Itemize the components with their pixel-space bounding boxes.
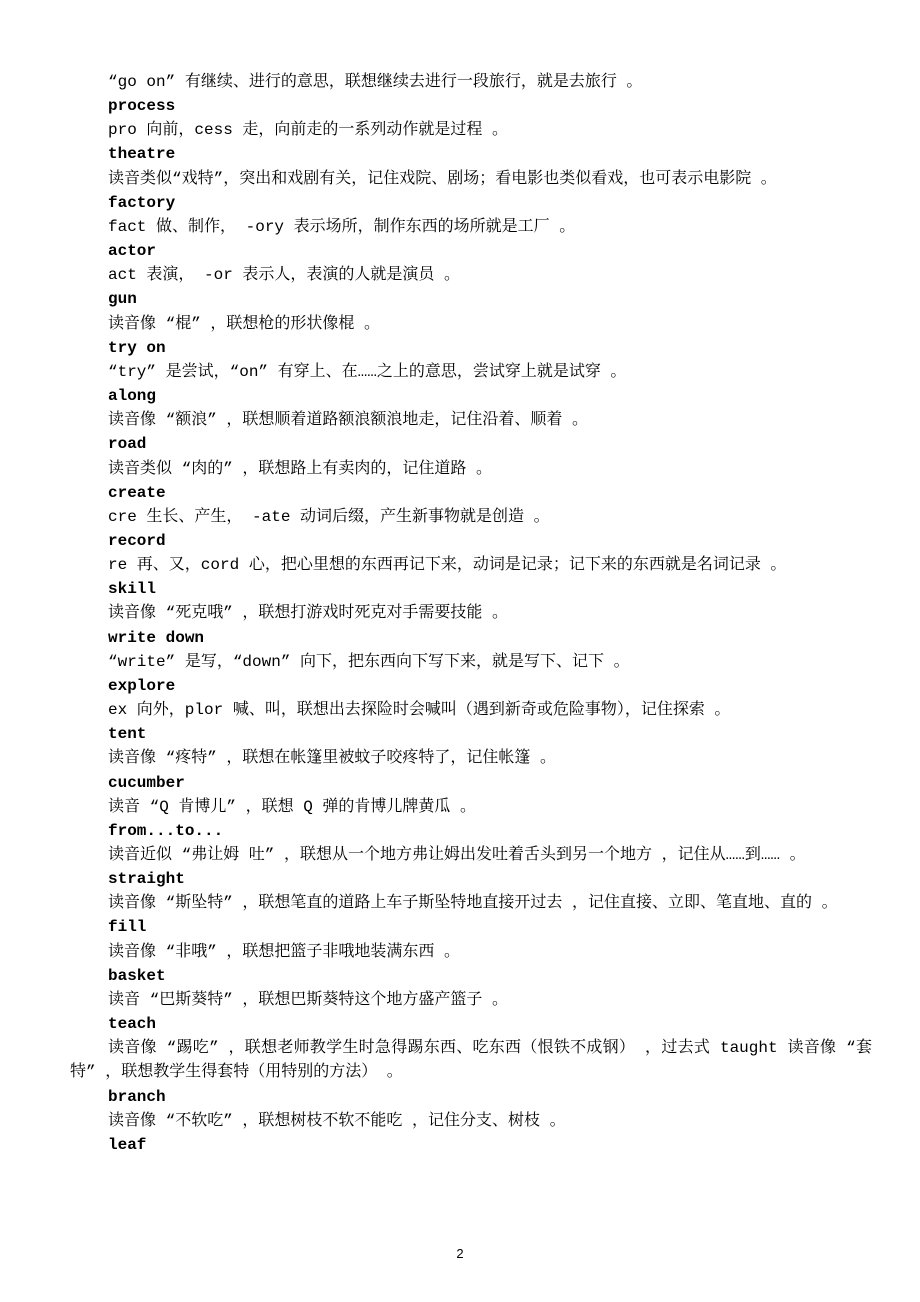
vocab-explanation: 读音像 “不软吃” ，联想树枝不软不能吃 ，记住分支、树枝 。 — [108, 1111, 566, 1130]
vocab-explanation: 读音 “巴斯葵特” ，联想巴斯葵特这个地方盛产篮子 。 — [108, 990, 509, 1009]
vocab-explanation: 读音类似 “肉的” ，联想路上有卖肉的，记住道路 。 — [108, 459, 493, 478]
vocab-word: basket — [108, 966, 166, 985]
vocab-explanation: 读音像 “斯坠特” ，联想笔直的道路上车子斯坠特地直接开过去 ，记住直接、立即、笔直地、直的 。 — [108, 894, 838, 913]
vocab-explanation: 读音像 “死克哦” ，联想打游戏时死克对手需要技能 。 — [108, 604, 509, 623]
vocab-explanation: 读音近似 “弗让姆 吐” ，联想从一个地方弗让姆出发吐着舌头到另一个地方 ，记住从……到…… 。 — [108, 846, 806, 864]
vocab-word: teach — [108, 1015, 157, 1034]
vocab-word: factory — [108, 193, 176, 212]
vocab-word: road — [108, 435, 147, 454]
vocab-explanation: 读音像 “非哦” ，联想把篮子非哦地装满东西 。 — [108, 942, 461, 961]
vocab-word: process — [108, 97, 176, 116]
vocab-word: straight — [108, 870, 185, 889]
vocab-explanation: pro 向前，cess 走，向前走的一系列动作就是过程 。 — [108, 121, 509, 140]
vocab-explanation: 读音像 “额浪” ，联想顺着道路额浪额浪地走，记住沿着、顺着 。 — [108, 411, 589, 430]
vocab-word: from...to... — [108, 821, 224, 840]
vocab-word: skill — [108, 580, 157, 599]
vocab-word: gun — [108, 290, 137, 309]
vocab-explanation: 读音 “Q 肯博儿” ，联想 Q 弹的肯博儿牌黄瓜 。 — [108, 797, 477, 816]
vocab-explanation: “write” 是写，“down” 向下，把东西向下写下来，就是写下、记下 。 — [108, 652, 630, 671]
vocab-word: leaf — [108, 1135, 147, 1154]
vocab-explanation: fact 做、制作， -ory 表示场所，制作东西的场所就是工厂 。 — [108, 217, 576, 236]
vocab-word: theatre — [108, 145, 176, 164]
vocab-explanation: re 再、又，cord 心，把心里想的东西再记下来，动词是记录；记下来的东西就是名词记录 。 — [108, 556, 787, 575]
vocab-explanation: 读音像 “疼特” ，联想在帐篷里被蚊子咬疼特了，记住帐篷 。 — [108, 749, 557, 768]
vocab-explanation: cre 生长、产生， -ate 动词后缀，产生新事物就是创造 。 — [108, 507, 550, 526]
vocab-word: try on — [108, 338, 166, 357]
vocab-explanation: “try” 是尝试，“on” 有穿上、在……之上的意思，尝试穿上就是试穿 。 — [108, 362, 627, 381]
vocab-explanation: “go on” 有继续、进行的意思，联想继续去进行一段旅行，就是去旅行 。 — [108, 73, 643, 91]
vocab-word: branch — [108, 1087, 166, 1106]
vocab-word: record — [108, 531, 166, 550]
vocab-word: create — [108, 483, 166, 502]
page-number: 2 — [456, 1246, 464, 1261]
vocab-explanation: act 表演， -or 表示人，表演的人就是演员 。 — [108, 266, 461, 285]
vocab-explanation: 读音类似“戏特”，突出和戏剧有关，记住戏院、剧场；看电影也类似看戏，也可表示电影院 。 — [108, 169, 777, 188]
vocab-word: write down — [108, 628, 205, 647]
vocab-word: tent — [108, 725, 147, 744]
vocab-explanation: 读音像 “棍” ，联想枪的形状像棍 。 — [108, 314, 381, 333]
vocab-explanation: ex 向外，plor 喊、叫，联想出去探险时会喊叫（遇到新奇或危险事物），记住探索 。 — [108, 701, 731, 720]
vocab-word: fill — [108, 918, 147, 937]
document-body — [70, 70, 872, 1157]
vocab-explanation: 读音像 “踢吃” ，联想老师教学生时急得踢东西、吃东西（恨铁不成钢） ，过去式 taught 读音像 “套特” ，联想教学生得套特（用特别的方法） 。 — [70, 1039, 872, 1082]
vocab-word: cucumber — [108, 773, 185, 792]
vocab-word: actor — [108, 242, 157, 261]
vocab-word: explore — [108, 676, 176, 695]
vocab-word: along — [108, 387, 157, 406]
